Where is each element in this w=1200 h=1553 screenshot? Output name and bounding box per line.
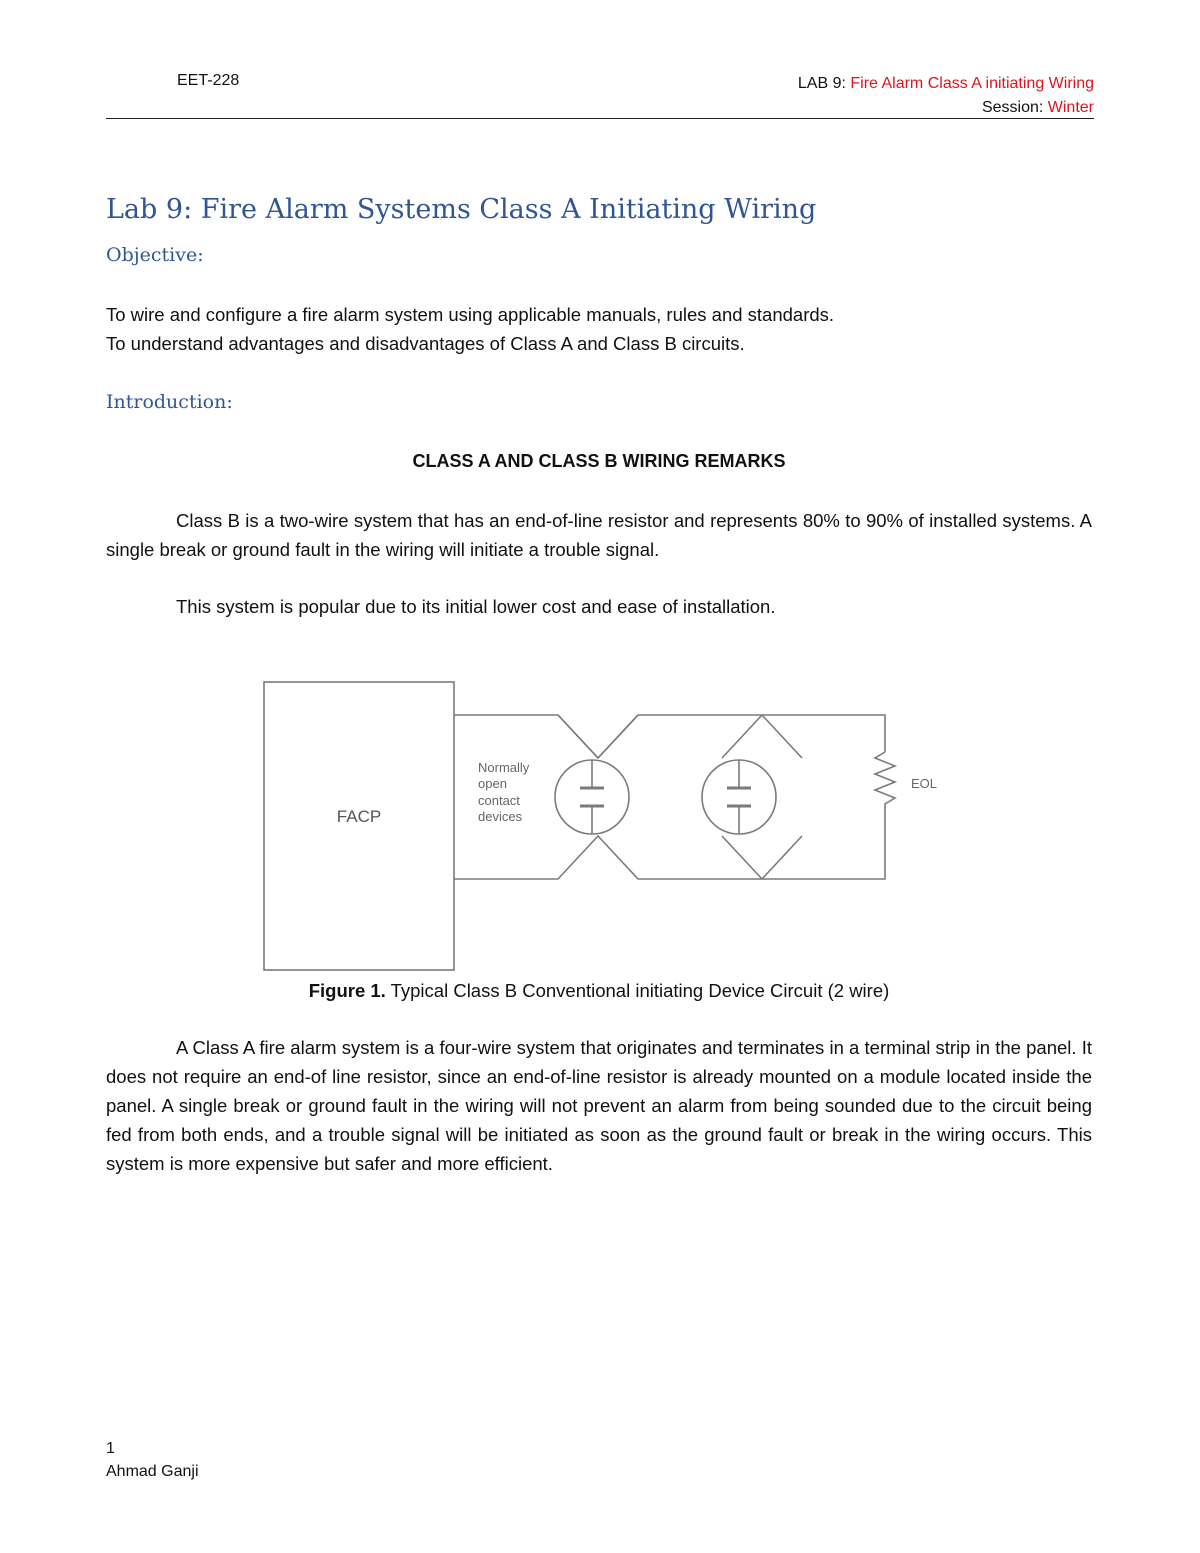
header-lab-prefix: LAB 9:	[797, 75, 846, 92]
figure-caption-number: Figure 1.	[308, 980, 386, 1001]
top-wire-right	[762, 715, 885, 752]
header-session-label: Session:	[981, 99, 1044, 116]
class-b-cost-paragraph: This system is popular due to its initial lower cost and ease of installation.	[176, 596, 776, 617]
top-wire	[454, 715, 802, 758]
top-wire-cross	[722, 715, 762, 758]
header-lab-line	[798, 72, 1094, 96]
device-label-line: contact	[478, 793, 520, 808]
facp-label: FACP	[336, 807, 382, 826]
header-session-line	[798, 96, 1094, 120]
header-lab-info	[798, 72, 1094, 120]
page-number: 1	[106, 1440, 115, 1457]
bottom-wire-cross	[722, 836, 762, 879]
device-label-line: devices	[478, 809, 523, 824]
device-label-line: Normally	[478, 760, 530, 775]
header-divider	[106, 118, 1094, 119]
bottom-wire-right	[762, 810, 885, 879]
objective-line: To understand advantages and disadvantages of Class A and Class B circuits.	[106, 333, 745, 354]
top-wire-segment	[558, 715, 598, 758]
header-session-value: Winter	[1047, 99, 1094, 116]
header-course: EET-228	[177, 72, 240, 89]
section-subheading: CLASS A AND CLASS B WIRING REMARKS	[412, 451, 786, 471]
document-title: Lab 9: Fire Alarm Systems Class A Initiating Wiring	[106, 194, 817, 225]
class-b-circuit-diagram	[262, 680, 962, 975]
eol-label: EOL	[911, 776, 938, 791]
objective-text	[106, 300, 1092, 358]
class-a-paragraph: A Class A fire alarm system is a four-wire system that originates and terminates in a terminal strip in the panel. It does not require an end-of line resistor, since an end-of-line resistor is already mounted on a module located inside the panel. A single break or ground fault in the wiring will not prevent an alarm from being sounded due to the circuit being fed from both ends, and a trouble signal will be initiated as soon as the ground fault or break in the wiring occurs. This system is more expensive but safer and more efficient.	[106, 1037, 1092, 1174]
header-lab-title: Fire Alarm Class A initiating Wiring	[850, 75, 1094, 92]
figure-caption	[106, 980, 1092, 1002]
facp-panel-box	[264, 682, 454, 970]
figure-caption-text: Typical Class B Conventional initiating Device Circuit (2 wire)	[385, 980, 890, 1001]
footer-author: Ahmad Ganji	[106, 1463, 199, 1480]
bottom-wire	[454, 836, 802, 879]
objective-line: To wire and configure a fire alarm system using applicable manuals, rules and standards.	[106, 304, 835, 325]
device-label-line: open	[478, 776, 507, 791]
objective-heading: Objective:	[106, 244, 204, 266]
class-b-paragraph: Class B is a two-wire system that has an end-of-line resistor and represents 80% to 90% of installed systems. A single break or ground fault in the wiring will initiate a trouble signal.	[106, 510, 1092, 560]
introduction-heading: Introduction:	[106, 391, 233, 413]
eol-resistor-icon	[875, 752, 895, 810]
top-wire-cross-1	[598, 715, 638, 758]
